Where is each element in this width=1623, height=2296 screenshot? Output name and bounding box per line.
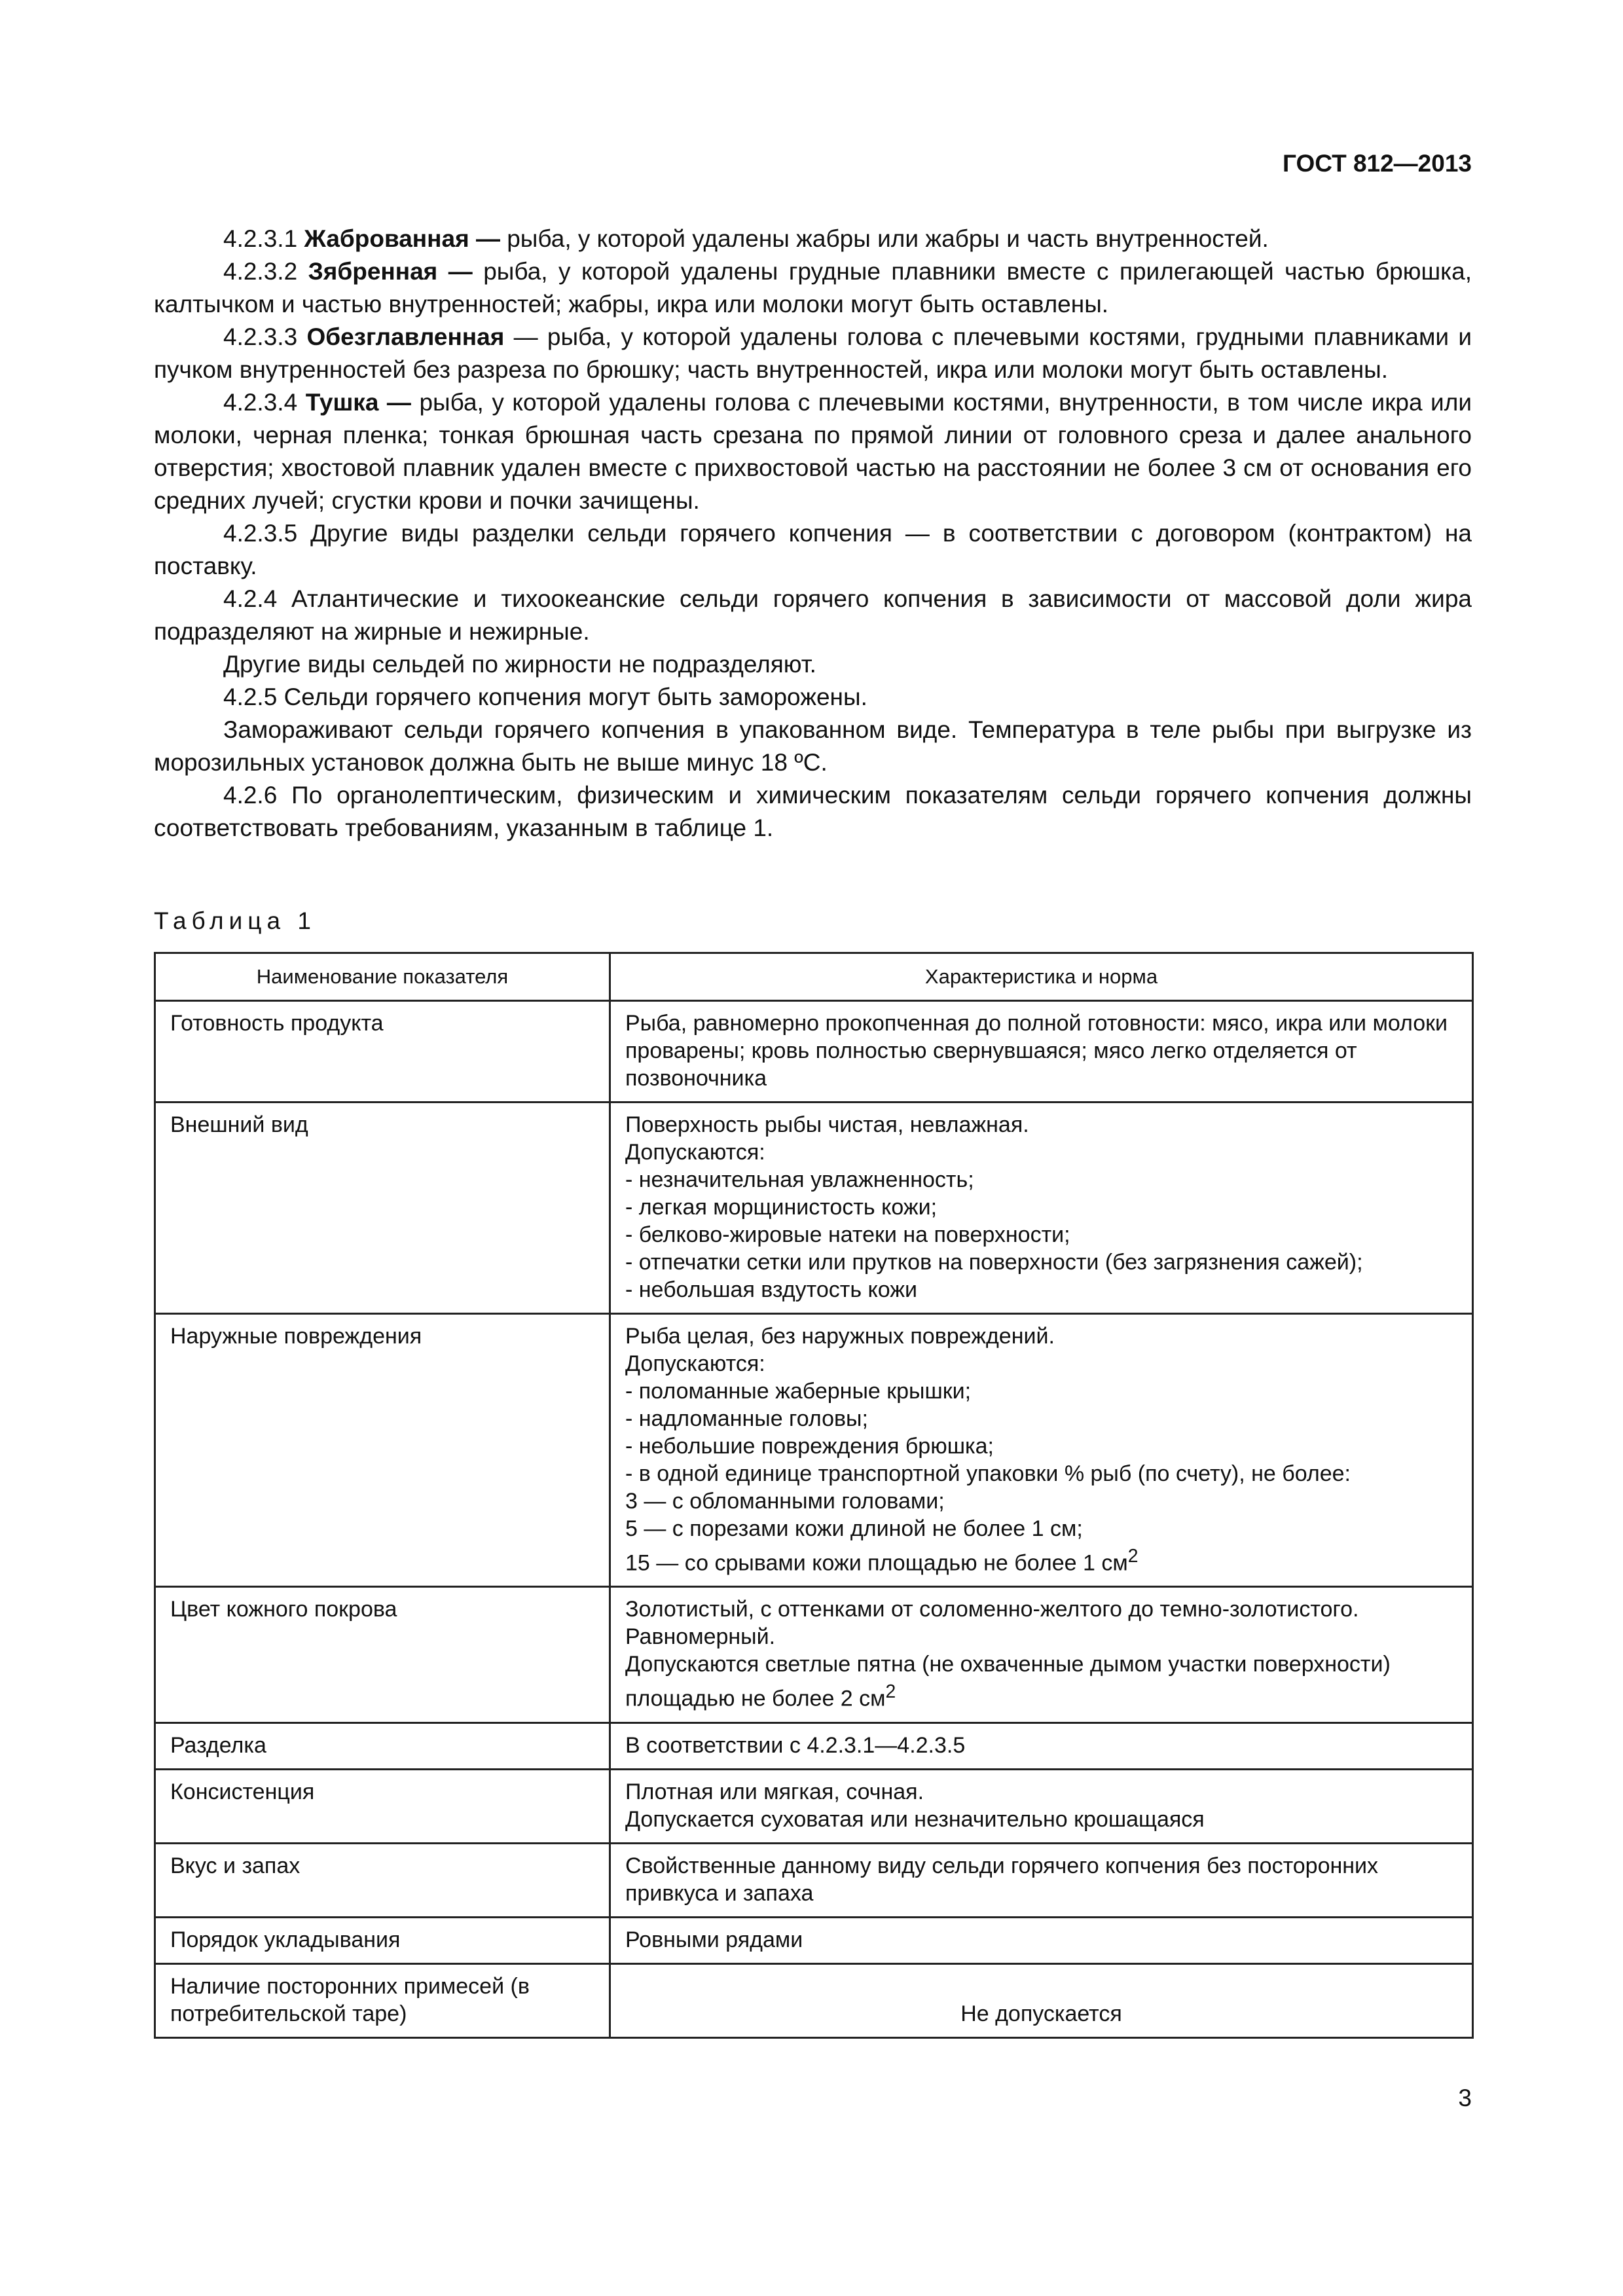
norm-line: Не допускается xyxy=(960,2001,1122,2026)
indicator-norm xyxy=(610,1001,1473,1102)
indicator-norm xyxy=(610,1102,1473,1314)
document-code-header: ГОСТ 812—2013 xyxy=(1283,150,1472,177)
term-bold: Зябренная — xyxy=(308,258,473,285)
norm-line: - надломанные головы; xyxy=(625,1406,868,1431)
paragraph-4-2-4: 4.2.4 Атлантические и тихоокеанские сельди горячего копчения в зависимости от массовой доли жира подразделяют на жирные и нежирные. xyxy=(154,585,1472,645)
term-bold: Обезглавленная xyxy=(306,323,505,350)
norm-line: - поломанные жаберные крышки; xyxy=(625,1379,972,1404)
norm-line: - небольшая вздутость кожи xyxy=(625,1277,918,1302)
norm-line: 5 — с порезами кожи длиной не более 1 см; xyxy=(625,1516,1083,1541)
table-row xyxy=(155,1314,1473,1587)
indicator-name: Цвет кожного покрова xyxy=(155,1587,610,1722)
clause-text: рыба, у которой удалены жабры или жабры и часть внутренностей. xyxy=(500,225,1269,252)
norm-line: Плотная или мягкая, сочная. xyxy=(625,1779,924,1804)
clause-number: 4.2.3.2 xyxy=(223,258,308,285)
indicator-name: Наружные повреждения xyxy=(155,1314,610,1587)
indicator-norm xyxy=(610,1722,1473,1769)
indicator-norm xyxy=(610,1843,1473,1917)
superscript: 2 xyxy=(1127,1546,1139,1567)
table-row xyxy=(155,1102,1473,1314)
table-row xyxy=(155,1722,1473,1769)
indicator-name: Внешний вид xyxy=(155,1102,610,1314)
paragraph-4-2-3-1 xyxy=(154,223,1472,255)
norm-line: Поверхность рыбы чистая, невлажная. xyxy=(625,1112,1029,1137)
table-row xyxy=(155,1001,1473,1102)
indicators-table xyxy=(154,952,1474,2039)
indicator-norm xyxy=(610,1769,1473,1843)
indicator-norm xyxy=(610,1587,1473,1722)
norm-line: - отпечатки сетки или прутков на поверхности (без загрязнения сажей); xyxy=(625,1250,1363,1275)
norm-line: - небольшие повреждения брюшка; xyxy=(625,1434,994,1459)
paragraph-4-2-3-5: 4.2.3.5 Другие виды разделки сельди горячего копчения — в соответствии с договором (контрактом) на поставку. xyxy=(154,520,1472,579)
norm-line: Допускаются: xyxy=(625,1140,765,1165)
norm-line: Рыба целая, без наружных повреждений. xyxy=(625,1324,1055,1349)
term-bold: Тушка — xyxy=(305,389,411,416)
norm-line: - легкая морщинистость кожи; xyxy=(625,1195,938,1220)
norm-line: - в одной единице транспортной упаковки % рыб (по счету), не более: xyxy=(625,1461,1351,1486)
clause-text: рыба, у которой удалены грудные плавники вместе с прилегающей частью брюшка, калтычком и частью внутренностей; жабры, икра или молоки могут быть оставлены. xyxy=(154,258,1472,318)
norm-line: Золотистый, с оттенками от соломенно-желтого до темно-золотистого. xyxy=(625,1597,1359,1622)
clause-number: 4.2.3.1 xyxy=(223,225,304,252)
table-caption: Таблица 1 xyxy=(154,907,316,934)
norm-line: Свойственные данному виду сельди горячего копчения без посторонних привкуса и запаха xyxy=(625,1853,1379,1906)
norm-line: В соответствии с 4.2.3.1—4.2.3.5 xyxy=(625,1732,966,1758)
paragraph-freezing: Замораживают сельди горячего копчения в упакованном виде. Температура в теле рыбы при выгрузке из морозильных установок должна быть не выше минус 18 ºС. xyxy=(154,716,1472,776)
table-row xyxy=(155,1587,1473,1722)
clause-number: 4.2.3.3 xyxy=(223,323,307,350)
norm-line: Допускается суховатая или незначительно крошащаяся xyxy=(625,1806,1205,1832)
body-text xyxy=(154,223,1472,845)
indicator-norm xyxy=(610,1963,1473,2037)
table-row xyxy=(155,1917,1473,1963)
norm-line xyxy=(625,1650,1457,1712)
indicator-name: Консистенция xyxy=(155,1769,610,1843)
paragraph-fat-note: Другие виды сельдей по жирности не подразделяют. xyxy=(223,651,816,678)
table-header-row xyxy=(155,953,1473,1001)
page-number: 3 xyxy=(1458,2085,1472,2111)
norm-line: Равномерный. xyxy=(625,1624,776,1650)
term-bold: Жаброванная — xyxy=(304,225,500,252)
table-row xyxy=(155,1963,1473,2037)
paragraph-4-2-6: 4.2.6 По органолептическим, физическим и химическим показателям сельди горячего копчения должны соответствовать требованиям, указанным в таблице 1. xyxy=(154,782,1472,841)
norm-line: - белково-жировые натеки на поверхности; xyxy=(625,1222,1070,1247)
norm-line: Ровными рядами xyxy=(625,1927,803,1952)
indicator-norm xyxy=(610,1314,1473,1587)
norm-line: - незначительная увлажненность; xyxy=(625,1167,974,1192)
indicator-name: Наличие посторонних примесей (в потребительской таре) xyxy=(155,1963,610,2037)
clause-number: 4.2.3.4 xyxy=(223,389,306,416)
norm-line xyxy=(625,1542,1457,1576)
norm-line: 3 — с обломанными головами; xyxy=(625,1489,945,1514)
paragraph-4-2-5: 4.2.5 Сельди горячего копчения могут быть заморожены. xyxy=(223,683,867,710)
table-row xyxy=(155,1843,1473,1917)
clause-text: — рыба, у которой удалены голова с плечевыми костями, грудными плавниками и пучком внутренностей без разреза по брюшку; часть внутренностей, икра или молоки могут быть оставлены. xyxy=(154,323,1472,383)
column-header-indicator: Наименование показателя xyxy=(155,953,610,1001)
indicator-name: Разделка xyxy=(155,1722,610,1769)
paragraph-4-2-3-2 xyxy=(154,255,1472,321)
superscript: 2 xyxy=(885,1681,896,1703)
column-header-norm: Характеристика и норма xyxy=(610,953,1473,1001)
table-row xyxy=(155,1769,1473,1843)
norm-line-text: Допускаются светлые пятна (не охваченные дымом участки поверхности) площадью не более 2 см xyxy=(625,1652,1391,1711)
norm-line-text: 15 — со срывами кожи площадью не более 1 см xyxy=(625,1550,1128,1576)
norm-line: Допускаются: xyxy=(625,1351,765,1376)
paragraph-4-2-3-4 xyxy=(154,386,1472,517)
clause-text: рыба, у которой удалены голова с плечевыми костями, внутренности, в том числе икра или молоки, черная пленка; тонкая брюшная часть срезана по прямой линии от головного среза и далее анального отверстия; хвостовой плавник удален вместе с прихвостовой частью на расстоянии не более 3 см от основания его средних лучей; сгустки крови и почки зачищены. xyxy=(154,389,1472,514)
paragraph-4-2-3-3 xyxy=(154,321,1472,386)
indicator-norm xyxy=(610,1917,1473,1963)
indicator-name: Готовность продукта xyxy=(155,1001,610,1102)
indicator-name: Порядок укладывания xyxy=(155,1917,610,1963)
norm-line: Рыба, равномерно прокопченная до полной готовности: мясо, икра или молоки проварены; кровь полностью свернувшаяся; мясо легко отделяется от позвоночника xyxy=(625,1011,1448,1091)
indicator-name: Вкус и запах xyxy=(155,1843,610,1917)
